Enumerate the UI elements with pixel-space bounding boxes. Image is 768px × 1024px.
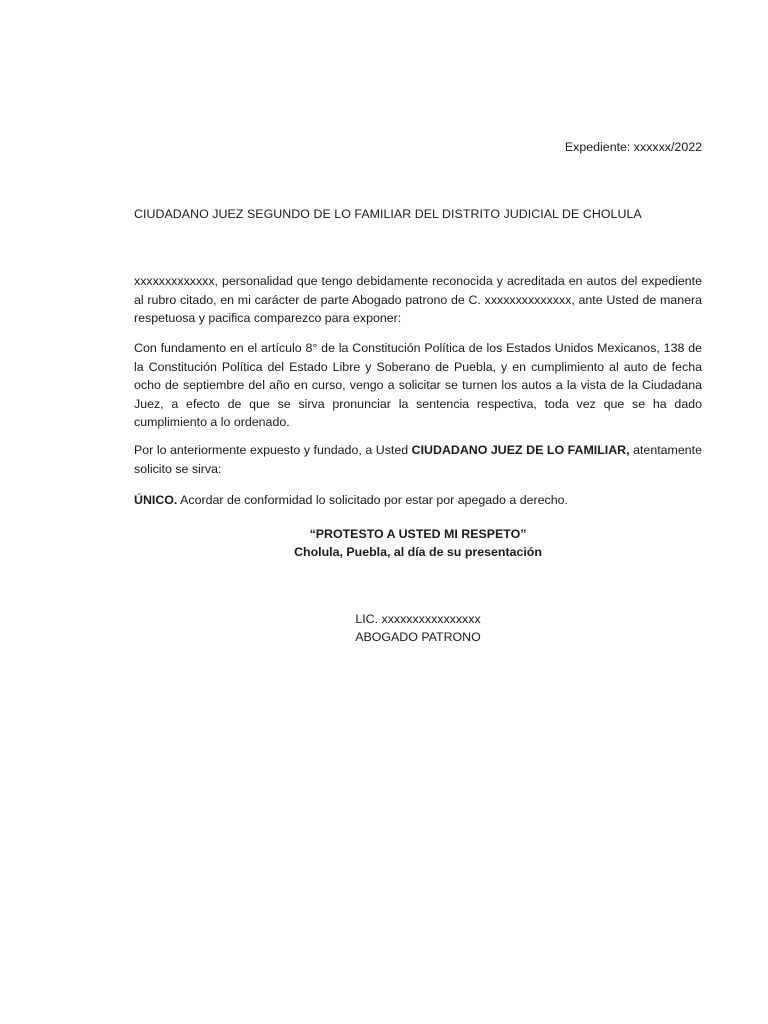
- case-number: Expediente: xxxxxx/2022: [564, 140, 702, 154]
- paragraph-legal-basis: Con fundamento en el artículo 8° de la Constitución Política de los Estados Unidos Mexicanos, 138 de la Constitución Política del Estado Libre y Soberano de Puebla, y en cumplimiento al auto de fecha ocho de septiembre del año en curso, vengo a solicitar se turnen los autos a la vista de la Ciudadana Juez, a efecto de que se sirva pronunciar la sentencia respectiva, toda vez que se ha dado cumplimiento a lo ordenado.: [134, 341, 702, 429]
- judge-title: CIUDADANO JUEZ DE LO FAMILIAR,: [411, 443, 630, 457]
- petition-label: ÚNICO.: [134, 493, 178, 507]
- introduction-text: personalidad que tengo debidamente reconocida y acreditada en autos del expediente al rubro citado, en mi carácter de parte Abogado patrono de C. xxxxxxxxxxxxxx, ante Usted de manera respetuosa y pacifica comparezco para exponer:: [134, 274, 702, 325]
- signature-role: ABOGADO PATRONO: [355, 630, 481, 644]
- paragraph-introduction: [134, 272, 702, 328]
- party-name: xxxxxxxxxxxxx,: [134, 274, 218, 288]
- paragraph-request: [134, 441, 702, 478]
- paragraph-petition: [134, 491, 702, 510]
- petition-text: Acordar de conformidad lo solicitado por estar por apegado a derecho.: [177, 493, 568, 507]
- closing-protesto: “PROTESTO A USTED MI RESPETO”: [309, 527, 527, 541]
- closing-place-date: Cholula, Puebla, al día de su presentación: [294, 545, 542, 559]
- request-text-after: atentamente solicito se sirva:: [134, 443, 702, 476]
- signature-name: LIC. xxxxxxxxxxxxxxxx: [355, 612, 481, 626]
- addressee: CIUDADANO JUEZ SEGUNDO DE LO FAMILIAR DEL DISTRITO JUDICIAL DE CHOLULA: [134, 207, 642, 221]
- request-text-before: Por lo anteriormente expuesto y fundado, a Usted: [134, 443, 412, 457]
